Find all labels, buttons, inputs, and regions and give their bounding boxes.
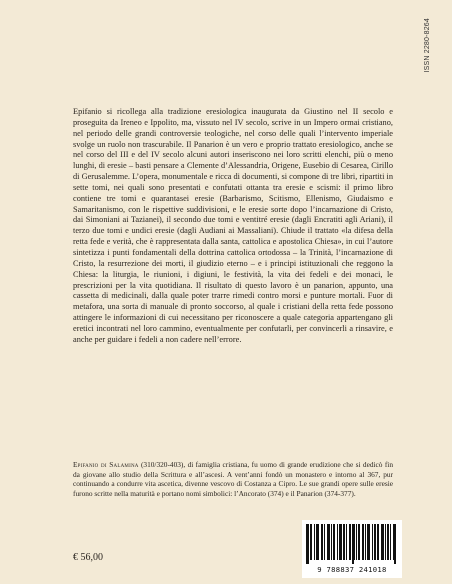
barcode-bar — [393, 524, 394, 560]
barcode-bar — [316, 524, 317, 560]
description-paragraph: Epifanio si ricollega alla tradizione eresiologica inaugurata da Giustino nel II secolo e proseguita da Ireneo e Ippolito, ma, vissuto nel IV secolo, scrive in un Impero ormai cristiano, nel periodo delle grandi controversie teologiche, nel corso delle quali l’intervento imperiale svolge un ruolo non trascurabile. Il Panarion è un vero e proprio trattato eresiologico, anche se nel corso del III e del IV secolo alcuni autori inseriscono nei loro scritti elenchi, più o meno lunghi, di eresie – basti pensare a Clemente d’Alessandria, Origene, Eusebio di Cesarea, Cirillo di Gerusalemme. L’opera, monumentale e ricca di documenti, si compone di tre libri, ripartiti in sette tomi, nei quali sono presentati e confutati ottanta tra eresie e scismi: il primo libro contiene tre tomi e quarantasei eresie (Barbarismo, Scitismo, Ellenismo, Giudaismo e Samaritanismo, con le rispettive suddivisioni, e le eresie sorte dopo l’incarnazione di Cristo, dai Simoniani ai Tazianei), il secondo due tomi e ventitré eresie (dagli Encratiti agli Ariani), il terzo due tomi e undici eresie (dagli Audiani ai Massaliani). Chiude il trattato «la difesa della retta fede e verità, che è rappresentata dalla santa, cattolica e apostolica Chiesa», in cui l’autore sintetizza i punti fondamentali della dottrina cattolica ortodossa – la Trinità, l’incarnazione di Cristo, la resurrezione dei morti, il giudizio eterno – e i principi istituzionali che reggono la Chiesa: la liturgia, le riunioni, i digiuni, le festività, la vita dei fedeli e dei monaci, le prescrizioni per la vita quotidiana. Il risultato di questo lavoro è un panarion, appunto, una cassetta di medicinali, dalla quale poter trarre rimedi contro morsi e punture mortali. Fuor di metafora, una sorta di manuale di pronto soccorso, al quale i cristiani della retta fede possono attingere le informazioni di cui necessitano per riconoscere a quale categoria appartengano gli eretici incontrati nel loro cammino, eventualmente per confutarli, per convincerli a rinsavire, e anche per guidare i fedeli a non cadere nell’errore. — [73, 107, 393, 344]
barcode-bar — [365, 524, 366, 560]
barcode-bar — [346, 524, 347, 560]
barcode-bar — [374, 524, 375, 560]
barcode-bar — [368, 524, 369, 560]
barcode-bar — [382, 524, 383, 560]
barcode-bar — [363, 524, 364, 560]
barcode-bar — [350, 524, 351, 560]
barcode-bars — [306, 524, 398, 564]
barcode-bar — [339, 524, 340, 560]
barcode-bar — [385, 524, 386, 560]
author-bio — [73, 460, 393, 498]
barcode-bar — [358, 524, 359, 560]
barcode-bar — [367, 524, 368, 560]
barcode-bar — [340, 524, 341, 560]
barcode-bar — [372, 524, 373, 560]
barcode-digits: 9 788837 241018 — [317, 565, 387, 574]
barcode-bar — [362, 524, 363, 560]
barcode-bar — [387, 524, 388, 560]
author-bio-text: (310/320-403), di famiglia cristiana, fu uomo di grande erudizione che si dedicò fin da giovane allo studio della Scrittura e all’ascesi. A vent’anni fondò un monastero e intorno al 367, pur continuando a condurre vita ascetica, divenne vescovo di Costanza a Cipro. Le sue grandi opere sulle eresie furono scritte nella maturità e portano nomi simbolici: l’Ancorato (374) e il Panarion (374-377). — [73, 460, 394, 498]
author-name: Epifanio di Salamina — [73, 460, 139, 469]
barcode-bar — [341, 524, 342, 560]
barcode-bar — [310, 524, 311, 560]
barcode-bar — [388, 524, 389, 560]
barcode-bar — [381, 524, 382, 560]
barcode-bar — [317, 524, 318, 560]
barcode-bar — [324, 524, 325, 560]
barcode-bar — [318, 524, 319, 560]
issn-label: ISSN 2280-8264 — [424, 18, 431, 73]
book-description — [73, 107, 393, 346]
barcode-bar — [395, 524, 396, 564]
barcode-bar — [311, 524, 312, 560]
barcode-bar — [352, 524, 353, 564]
barcode-bar — [377, 524, 378, 560]
barcode-bar — [343, 524, 344, 560]
barcode-bar — [375, 524, 376, 560]
barcode-bar — [322, 524, 323, 560]
barcode-bar — [369, 524, 370, 560]
barcode-bar — [354, 524, 355, 560]
barcode-bar — [328, 524, 329, 560]
barcode-bar — [390, 524, 391, 560]
barcode-bar — [327, 524, 328, 560]
barcode-bar — [329, 524, 330, 560]
barcode-bar — [308, 524, 309, 564]
barcode-bar — [356, 524, 357, 560]
barcode-bar — [314, 524, 315, 560]
barcode-bar — [306, 524, 307, 564]
barcode-bar — [331, 524, 332, 560]
author-bio-paragraph — [73, 460, 393, 498]
barcode-bar — [333, 524, 334, 560]
barcode-bar — [394, 524, 395, 564]
barcode-bar — [307, 524, 308, 564]
barcode-bar — [383, 524, 384, 560]
price-label: € 56,00 — [73, 552, 103, 563]
barcode-bar — [378, 524, 379, 560]
barcode-bar — [337, 524, 338, 560]
isbn-barcode — [302, 520, 402, 578]
barcode-bar — [349, 524, 350, 560]
barcode-bar — [321, 524, 322, 560]
barcode-bar — [359, 524, 360, 560]
barcode-bar — [344, 524, 345, 560]
barcode-bar — [353, 524, 354, 564]
barcode-bar — [334, 524, 335, 560]
